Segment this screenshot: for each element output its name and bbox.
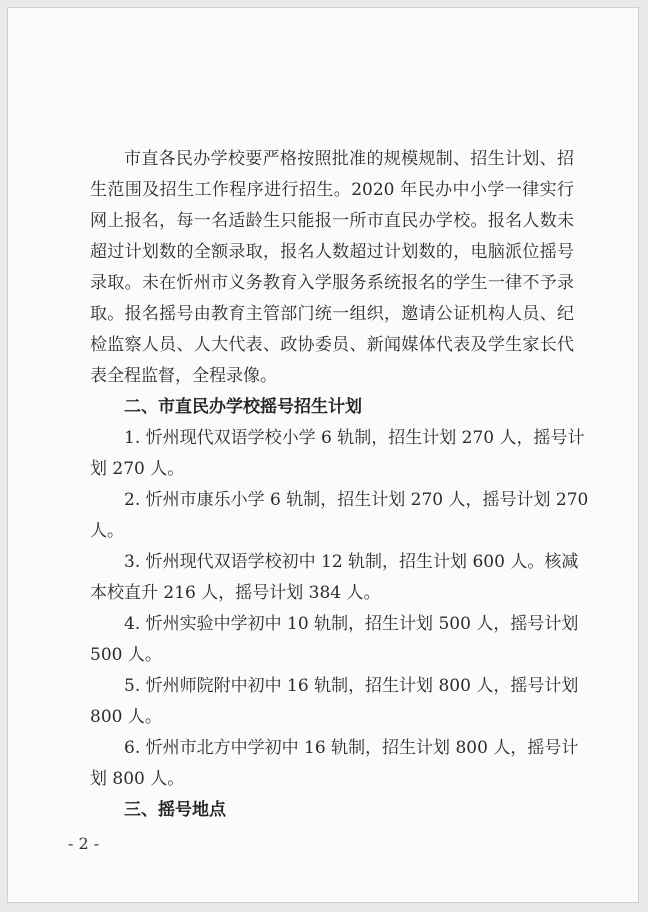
paragraph-line: 超过计划数的全额录取，报名人数超过计划数的，电脑派位摇号 (90, 242, 574, 262)
section-heading: 二、市直民办学校摇号招生计划 (124, 397, 362, 417)
list-item-line: 800 人。 (90, 707, 162, 727)
list-item-line: 6. 忻州市北方中学初中 16 轨制，招生计划 800 人，摇号计 (124, 738, 579, 758)
list-item-line: 500 人。 (90, 645, 162, 665)
page-number: - 2 - (68, 834, 100, 853)
list-item-line: 本校直升 216 人，摇号计划 384 人。 (90, 583, 381, 603)
document-body (90, 144, 589, 826)
list-item-line: 3. 忻州现代双语学校初中 12 轨制，招生计划 600 人。核减 (124, 552, 579, 572)
list-item-line: 4. 忻州实验中学初中 10 轨制，招生计划 500 人，摇号计划 (124, 614, 579, 634)
paragraph-line: 生范围及招生工作程序进行招生。2020 年民办中小学一律实行 (90, 180, 574, 200)
list-item-line: 划 800 人。 (90, 769, 185, 789)
list-item-line: 划 270 人。 (90, 459, 185, 479)
paragraph-line: 取。报名摇号由教育主管部门统一组织，邀请公证机构人员、纪 (90, 304, 574, 324)
paragraph-line: 录取。未在忻州市义务教育入学服务系统报名的学生一律不予录 (90, 273, 574, 293)
list-item-line: 2. 忻州市康乐小学 6 轨制，招生计划 270 人，摇号计划 270 (124, 490, 589, 510)
paragraph-line: 网上报名，每一名适龄生只能报一所市直民办学校。报名人数未 (90, 211, 574, 231)
list-item-line: 1. 忻州现代双语学校小学 6 轨制，招生计划 270 人，摇号计 (124, 428, 585, 448)
paragraph-line: 表全程监督，全程录像。 (90, 366, 277, 386)
document-page (8, 8, 638, 902)
paragraph-line: 检监察人员、人大代表、政协委员、新闻媒体代表及学生家长代 (90, 335, 574, 355)
paragraph-line: 市直各民办学校要严格按照批准的规模规制、招生计划、招 (124, 149, 574, 169)
list-item-line: 人。 (90, 521, 124, 541)
section-heading: 三、摇号地点 (124, 800, 226, 820)
list-item-line: 5. 忻州师院附中初中 16 轨制，招生计划 800 人，摇号计划 (124, 676, 579, 696)
